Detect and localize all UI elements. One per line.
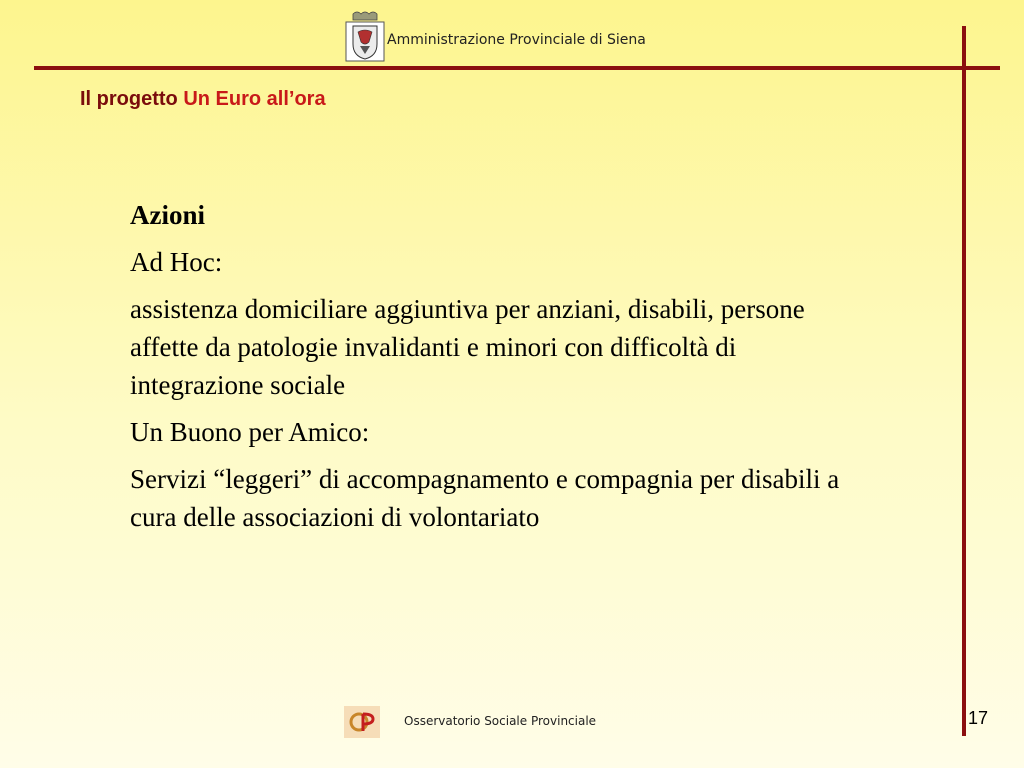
action-description-buono: Servizi “leggeri” di accompagnamento e compagnia per disabili a cura delle associazioni di volontariato (130, 464, 840, 532)
side-rule (962, 26, 966, 736)
footer-label: Osservatorio Sociale Provinciale (404, 714, 597, 728)
slide-title (80, 88, 326, 111)
province-crest-icon (345, 10, 385, 62)
section-heading: Azioni (130, 200, 206, 230)
header-rule (34, 66, 1000, 70)
title-project-label: Il progetto (80, 88, 178, 110)
action-title-buono: Un Buono per Amico: (130, 417, 370, 447)
slide-body (130, 196, 870, 545)
action-description-adhoc: assistenza domiciliare aggiuntiva per anziani, disabili, persone affette da patologie invalidanti e minori con difficoltà di integrazione sociale (130, 294, 805, 400)
title-project-name: Un Euro all’ora (183, 88, 326, 110)
osservatorio-logo-icon (344, 706, 380, 738)
organization-name: Amministrazione Provinciale di Siena (387, 32, 646, 48)
action-title-adhoc: Ad Hoc: (130, 247, 223, 277)
page-number: 17 (968, 708, 989, 728)
